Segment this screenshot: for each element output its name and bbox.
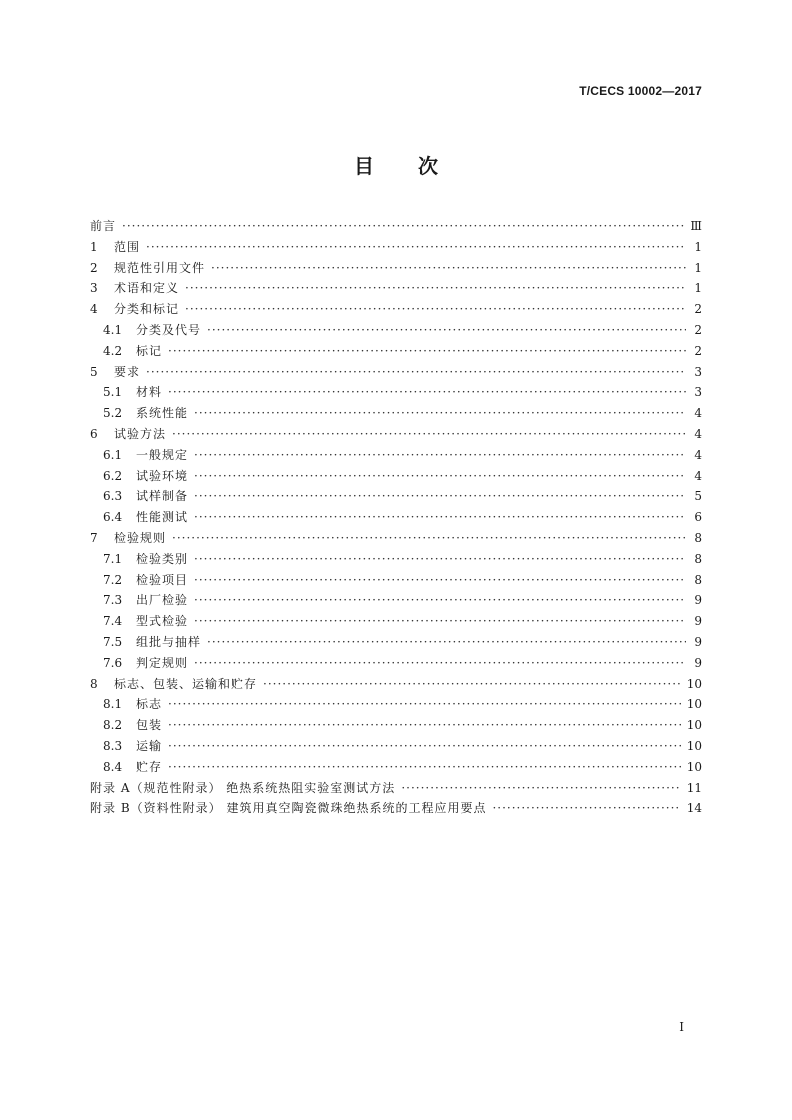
toc-leader-dots xyxy=(211,258,686,279)
toc-entry-label: 一般规定 xyxy=(136,447,189,462)
toc-entry[interactable] xyxy=(90,611,702,632)
toc-entry-label: 性能测试 xyxy=(136,510,189,525)
toc-entry-label: 要求 xyxy=(114,364,141,379)
toc-entry[interactable] xyxy=(90,486,702,507)
toc-title-left: 目 xyxy=(354,154,374,178)
toc-entry-label: 系统性能 xyxy=(136,406,189,421)
toc-entry[interactable] xyxy=(90,798,702,819)
toc-entry-number: 6.4 xyxy=(103,510,123,525)
toc-entry-label: 型式检验 xyxy=(136,614,189,629)
toc-entry[interactable] xyxy=(90,674,702,695)
toc-entry[interactable] xyxy=(90,216,702,237)
toc-entry[interactable] xyxy=(90,590,702,611)
toc-leader-dots xyxy=(194,445,686,466)
toc-entry[interactable] xyxy=(90,570,702,591)
toc-leader-dots xyxy=(168,715,681,736)
toc-entry-number: 4.1 xyxy=(103,322,123,337)
toc-entry-number: 5 xyxy=(90,364,98,379)
toc-entry-page: 10 xyxy=(686,738,702,753)
toc-leader-dots xyxy=(194,570,686,591)
toc-entry-page: 9 xyxy=(694,634,702,649)
toc-entry-number: 5.1 xyxy=(103,385,123,400)
toc-leader-dots xyxy=(168,382,686,403)
toc-leader-dots xyxy=(185,278,686,299)
toc-leader-dots xyxy=(194,486,686,507)
toc-entry[interactable] xyxy=(90,653,702,674)
toc-entry-label: 附录 A（规范性附录） 绝热系统热阻实验室测试方法 xyxy=(90,780,396,795)
toc-entry-label: 检验项目 xyxy=(136,572,189,587)
toc-leader-dots xyxy=(194,466,686,487)
toc-entry-page: 11 xyxy=(686,780,702,795)
toc-entry-number: 1 xyxy=(90,239,98,254)
toc-entry-number: 8 xyxy=(90,676,98,691)
toc-entry[interactable] xyxy=(90,424,702,445)
toc-entry-number: 7.2 xyxy=(103,572,123,587)
toc-leader-dots xyxy=(122,216,684,237)
toc-entry[interactable] xyxy=(90,528,702,549)
toc-entry-number: 7.1 xyxy=(103,551,123,566)
toc-leader-dots xyxy=(168,694,681,715)
toc-entry-label: 试验环境 xyxy=(136,468,189,483)
toc-entry-page: 10 xyxy=(686,718,702,733)
toc-entry[interactable] xyxy=(90,237,702,258)
toc-entry-label: 材料 xyxy=(136,385,163,400)
toc-entry[interactable] xyxy=(90,382,702,403)
toc-entry-page: 4 xyxy=(694,426,702,441)
toc-entry[interactable] xyxy=(90,445,702,466)
toc-entry[interactable] xyxy=(90,341,702,362)
toc-entry-number: 8.1 xyxy=(103,697,123,712)
toc-entry-label: 检验类别 xyxy=(136,551,189,566)
toc-entry[interactable] xyxy=(90,694,702,715)
toc-entry-number: 7.5 xyxy=(103,634,123,649)
toc-entry-page: 1 xyxy=(694,239,702,254)
toc-leader-dots xyxy=(263,674,681,695)
toc-leader-dots xyxy=(146,362,686,383)
toc-entry-number: 2 xyxy=(90,260,98,275)
toc-leader-dots xyxy=(172,528,686,549)
toc-entry[interactable] xyxy=(90,278,702,299)
toc-leader-dots xyxy=(168,736,681,757)
toc-entry[interactable] xyxy=(90,715,702,736)
toc-entry-label: 术语和定义 xyxy=(114,281,180,296)
toc-leader-dots xyxy=(168,341,686,362)
toc-entry-label: 包装 xyxy=(136,718,163,733)
toc-entry[interactable] xyxy=(90,778,702,799)
toc-entry-number: 7.6 xyxy=(103,655,123,670)
toc-entry-page: 2 xyxy=(694,322,702,337)
toc-entry[interactable] xyxy=(90,403,702,424)
toc-entry[interactable] xyxy=(90,736,702,757)
toc-entry-number: 7.3 xyxy=(103,593,123,608)
toc-entry[interactable] xyxy=(90,507,702,528)
toc-leader-dots xyxy=(194,611,686,632)
toc-entry-page: 10 xyxy=(686,676,702,691)
toc-entry-page: 9 xyxy=(694,614,702,629)
toc-entry-number: 6.3 xyxy=(103,489,123,504)
toc-leader-dots xyxy=(207,320,686,341)
toc-entry-page: 8 xyxy=(694,551,702,566)
toc-entry-page: 10 xyxy=(686,697,702,712)
toc-entry[interactable] xyxy=(90,258,702,279)
toc-entry-page: 2 xyxy=(694,302,702,317)
toc-entry-page: 4 xyxy=(694,447,702,462)
toc-entry-label: 附录 B（资料性附录） 建筑用真空陶瓷微珠绝热系统的工程应用要点 xyxy=(90,801,487,816)
toc-entry-page: 8 xyxy=(694,530,702,545)
toc-entry-label: 组批与抽样 xyxy=(136,634,202,649)
toc-entry-label: 范围 xyxy=(114,239,141,254)
toc-entry-label: 试验方法 xyxy=(114,426,167,441)
toc-entry-label: 运输 xyxy=(136,738,163,753)
toc-entry[interactable] xyxy=(90,466,702,487)
toc-entry-page: 3 xyxy=(694,385,702,400)
toc-entry-number: 8.2 xyxy=(103,718,123,733)
toc-leader-dots xyxy=(207,632,686,653)
toc-entry[interactable] xyxy=(90,757,702,778)
toc-title-right: 次 xyxy=(418,154,438,178)
toc-entry-page: 1 xyxy=(694,281,702,296)
toc-leader-dots xyxy=(194,590,686,611)
toc-entry-page: 2 xyxy=(694,343,702,358)
toc-entry-number: 4 xyxy=(90,302,98,317)
toc-entry-number: 8.4 xyxy=(103,759,123,774)
standard-code: T/CECS 10002—2017 xyxy=(579,84,702,98)
toc-leader-dots xyxy=(492,798,680,819)
toc-entry-number: 5.2 xyxy=(103,406,123,421)
page-folio: I xyxy=(679,1020,684,1034)
toc-entry-label: 规范性引用文件 xyxy=(114,260,206,275)
toc-leader-dots xyxy=(146,237,686,258)
toc-entry-label: 标记 xyxy=(136,343,163,358)
toc-entry-number: 6 xyxy=(90,426,98,441)
toc-entry-page: 9 xyxy=(694,655,702,670)
toc-entry-page: 4 xyxy=(694,468,702,483)
toc-entry-page: 14 xyxy=(686,801,702,816)
toc-entry-label: 前言 xyxy=(90,219,117,233)
toc-entry-number: 7 xyxy=(90,530,98,545)
toc-entry[interactable] xyxy=(90,549,702,570)
toc-entry-label: 试样制备 xyxy=(136,489,189,504)
toc-leader-dots xyxy=(194,549,686,570)
toc-entry[interactable] xyxy=(90,320,702,341)
toc-entry-number: 4.2 xyxy=(103,343,123,358)
toc-entry-page: 8 xyxy=(694,572,702,587)
toc-entry-page: 1 xyxy=(694,260,702,275)
toc-entry-page: 10 xyxy=(686,759,702,774)
table-of-contents xyxy=(90,216,702,819)
toc-entry-label: 检验规则 xyxy=(114,530,167,545)
toc-entry-page: 4 xyxy=(694,406,702,421)
toc-leader-dots xyxy=(168,757,681,778)
toc-leader-dots xyxy=(194,403,686,424)
toc-leader-dots xyxy=(172,424,686,445)
toc-leader-dots xyxy=(194,653,686,674)
toc-leader-dots xyxy=(185,299,686,320)
toc-entry-label: 标志、包装、运输和贮存 xyxy=(114,676,258,691)
toc-leader-dots xyxy=(401,778,680,799)
toc-entry[interactable] xyxy=(90,362,702,383)
toc-entry-number: 7.4 xyxy=(103,614,123,629)
toc-entry-label: 分类和标记 xyxy=(114,302,180,317)
toc-entry-page: 9 xyxy=(694,593,702,608)
toc-entry-label: 标志 xyxy=(136,697,163,712)
toc-entry[interactable] xyxy=(90,299,702,320)
toc-entry-label: 分类及代号 xyxy=(136,322,202,337)
toc-entry-page: 6 xyxy=(694,510,702,525)
toc-entry-number: 6.2 xyxy=(103,468,123,483)
toc-entry-number: 8.3 xyxy=(103,738,123,753)
toc-entry-page: 3 xyxy=(694,364,702,379)
toc-entry-number: 3 xyxy=(90,281,98,296)
toc-entry-page: Ⅲ xyxy=(690,219,702,233)
toc-entry-label: 判定规则 xyxy=(136,655,189,670)
toc-title xyxy=(0,150,792,179)
toc-entry-label: 出厂检验 xyxy=(136,593,189,608)
toc-entry-label: 贮存 xyxy=(136,759,163,774)
toc-leader-dots xyxy=(194,507,686,528)
toc-entry-page: 5 xyxy=(694,489,702,504)
toc-entry[interactable] xyxy=(90,632,702,653)
toc-entry-number: 6.1 xyxy=(103,447,123,462)
